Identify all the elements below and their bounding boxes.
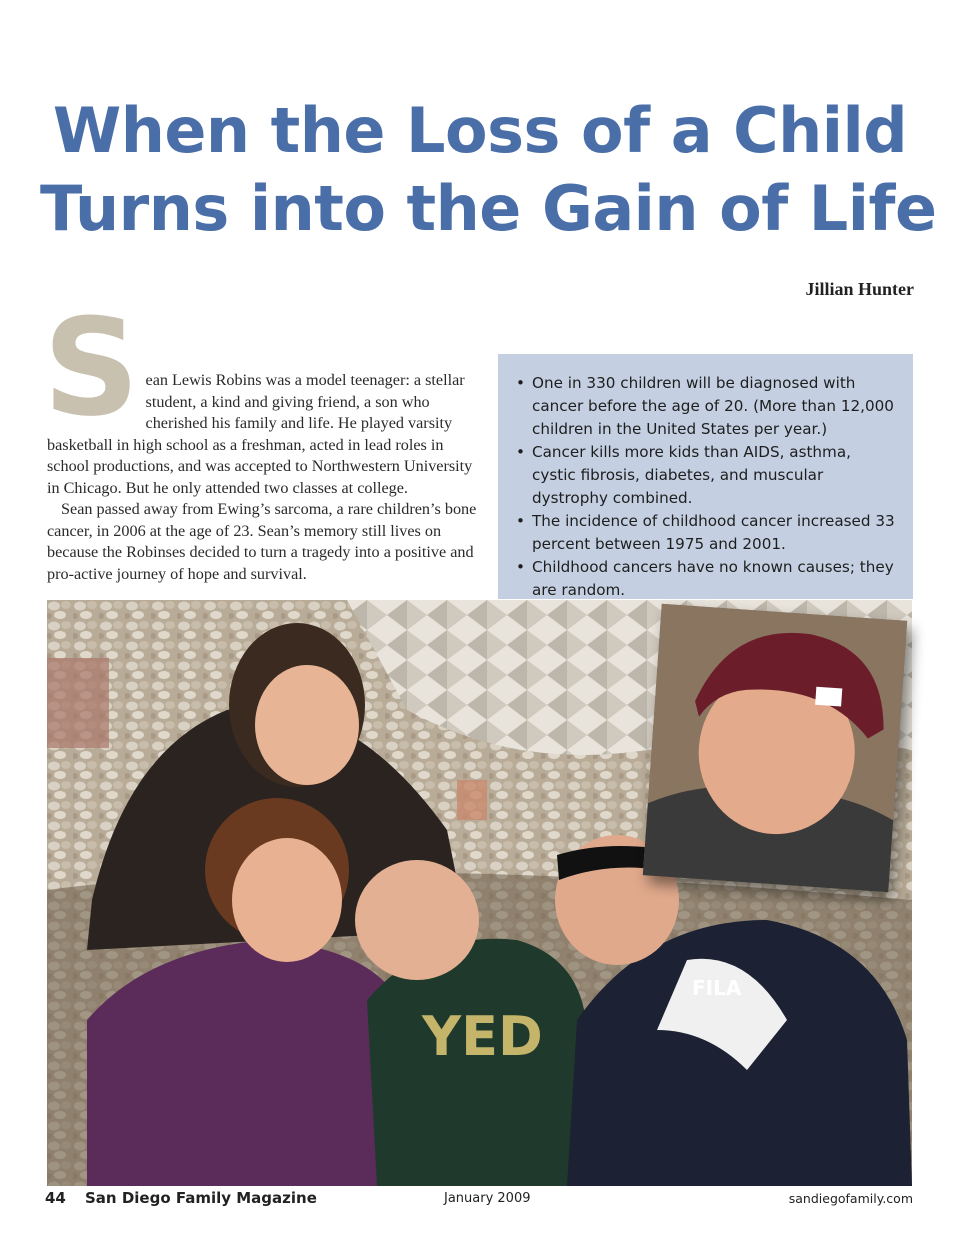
bullet-icon: •	[516, 374, 525, 392]
fact-text: Childhood cancers have no known causes; they are random.	[532, 558, 894, 599]
page-footer	[45, 1189, 913, 1211]
magazine-name: San Diego Family Magazine	[85, 1189, 317, 1207]
drop-cap: S	[43, 290, 140, 446]
facts-list	[514, 372, 897, 602]
article-title	[40, 92, 937, 248]
facts-sidebar	[498, 354, 913, 599]
fact-item	[514, 556, 897, 602]
jacket-lettering: FILA	[692, 976, 742, 1000]
fact-item	[514, 510, 897, 556]
bullet-icon: •	[516, 558, 525, 576]
bullet-icon: •	[516, 443, 525, 461]
title-line-2: Turns into the Gain of Life	[40, 172, 937, 245]
title-line-1: When the Loss of a Child	[52, 94, 908, 167]
fact-text: Cancer kills more kids than AIDS, asthma, cystic fibrosis, diabetes, and muscular dystrophy combined.	[532, 443, 851, 507]
bullet-icon: •	[516, 512, 525, 530]
fact-item	[514, 372, 897, 441]
fact-text: The incidence of childhood cancer increased 33 percent between 1975 and 2001.	[532, 512, 895, 553]
website-link[interactable]: sandiegofamily.com	[788, 1191, 913, 1206]
paragraph-2: Sean passed away from Ewing’s sarcoma, a rare children’s bone cancer, in 2006 at the age of 23. Sean’s memory still lives on because the Robinses decided to turn a tragedy into a positive and pro-active journey of hope and survival.	[47, 500, 477, 583]
issue-date: January 2009	[444, 1191, 531, 1206]
son-portrait-photo	[643, 604, 907, 892]
fact-item	[514, 441, 897, 510]
author-byline: Jillian Hunter	[805, 279, 914, 299]
hoodie-lettering: YED	[422, 1005, 543, 1068]
fact-text: One in 330 children will be diagnosed with cancer before the age of 20. (More than 12,000 children in the United States per year.)	[532, 374, 894, 438]
article-body	[43, 290, 482, 585]
page-number: 44	[45, 1189, 66, 1207]
paragraph-1: ean Lewis Robins was a model teenager: a stellar student, a kind and giving friend, a son who cherished his family and life. He played varsity basketball in high school as a freshman, acted in lead roles in school productions, and was accepted to Northwestern University in Chicago. But he only attended two classes at college.	[47, 371, 473, 497]
son-portrait-illustration	[643, 604, 907, 892]
